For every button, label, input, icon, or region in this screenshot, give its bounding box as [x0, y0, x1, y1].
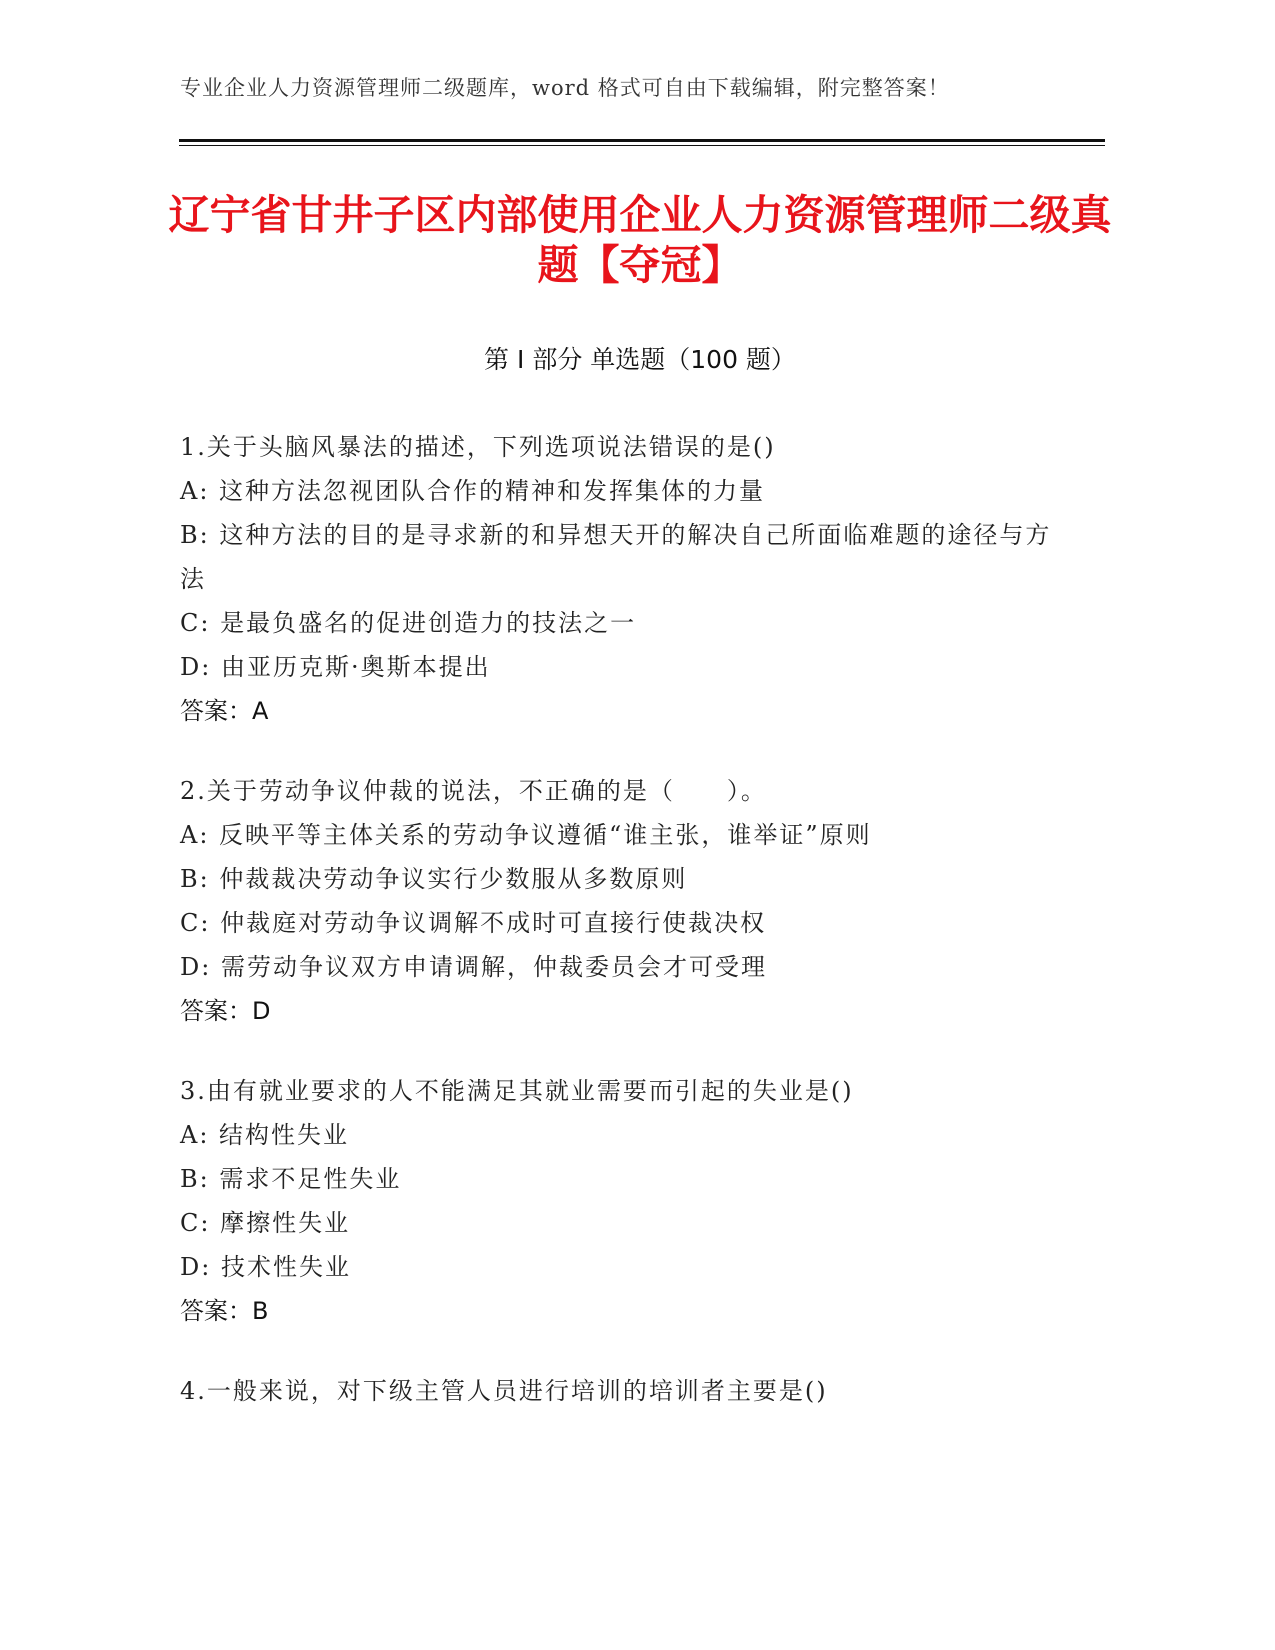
answer: 答案：D [180, 997, 271, 1025]
option-b: B: 这种方法的目的是寻求新的和异想天开的解决自己所面临难题的途径与方法 [180, 521, 1052, 593]
header-rule-thin [179, 145, 1105, 146]
option-d: D: 由亚历克斯·奥斯本提出 [180, 653, 491, 681]
question-stem: 2.关于劳动争议仲裁的说法，不正确的是（ ）。 [180, 777, 767, 805]
answer: 答案：A [180, 697, 269, 725]
option-b: B: 仲裁裁决劳动争议实行少数服从多数原则 [180, 865, 688, 893]
question-1 [180, 425, 1060, 733]
question-stem: 1.关于头脑风暴法的描述，下列选项说法错误的是() [180, 433, 776, 461]
header-note: 专业企业人力资源管理师二级题库，word 格式可自由下载编辑，附完整答案！ [180, 76, 950, 100]
question-list [180, 425, 1060, 1449]
question-3 [180, 1069, 1060, 1333]
option-a: A: 这种方法忽视团队合作的精神和发挥集体的力量 [180, 477, 766, 505]
option-c: C: 仲裁庭对劳动争议调解不成时可直接行使裁决权 [180, 909, 767, 937]
option-a: A: 结构性失业 [180, 1121, 350, 1149]
question-stem: 3.由有就业要求的人不能满足其就业需要而引起的失业是() [180, 1077, 854, 1105]
question-4 [180, 1369, 1060, 1413]
answer: 答案：B [180, 1297, 269, 1325]
option-c: C: 摩擦性失业 [180, 1209, 351, 1237]
question-2 [180, 769, 1060, 1033]
option-c: C: 是最负盛名的促进创造力的技法之一 [180, 609, 637, 637]
option-d: D: 技术性失业 [180, 1253, 351, 1281]
question-stem: 4.一般来说，对下级主管人员进行培训的培训者主要是() [180, 1377, 828, 1405]
option-b: B: 需求不足性失业 [180, 1165, 402, 1193]
section-title: 第 I 部分 单选题（100 题） [484, 345, 796, 374]
option-d: D: 需劳动争议双方申请调解，仲裁委员会才可受理 [180, 953, 767, 981]
header-rule-thick [179, 139, 1105, 142]
document-title: 辽宁省甘井子区内部使用企业人力资源管理师二级真题【夺冠】 [168, 191, 1112, 289]
option-a: A: 反映平等主体关系的劳动争议遵循“谁主张，谁举证”原则 [180, 821, 872, 849]
